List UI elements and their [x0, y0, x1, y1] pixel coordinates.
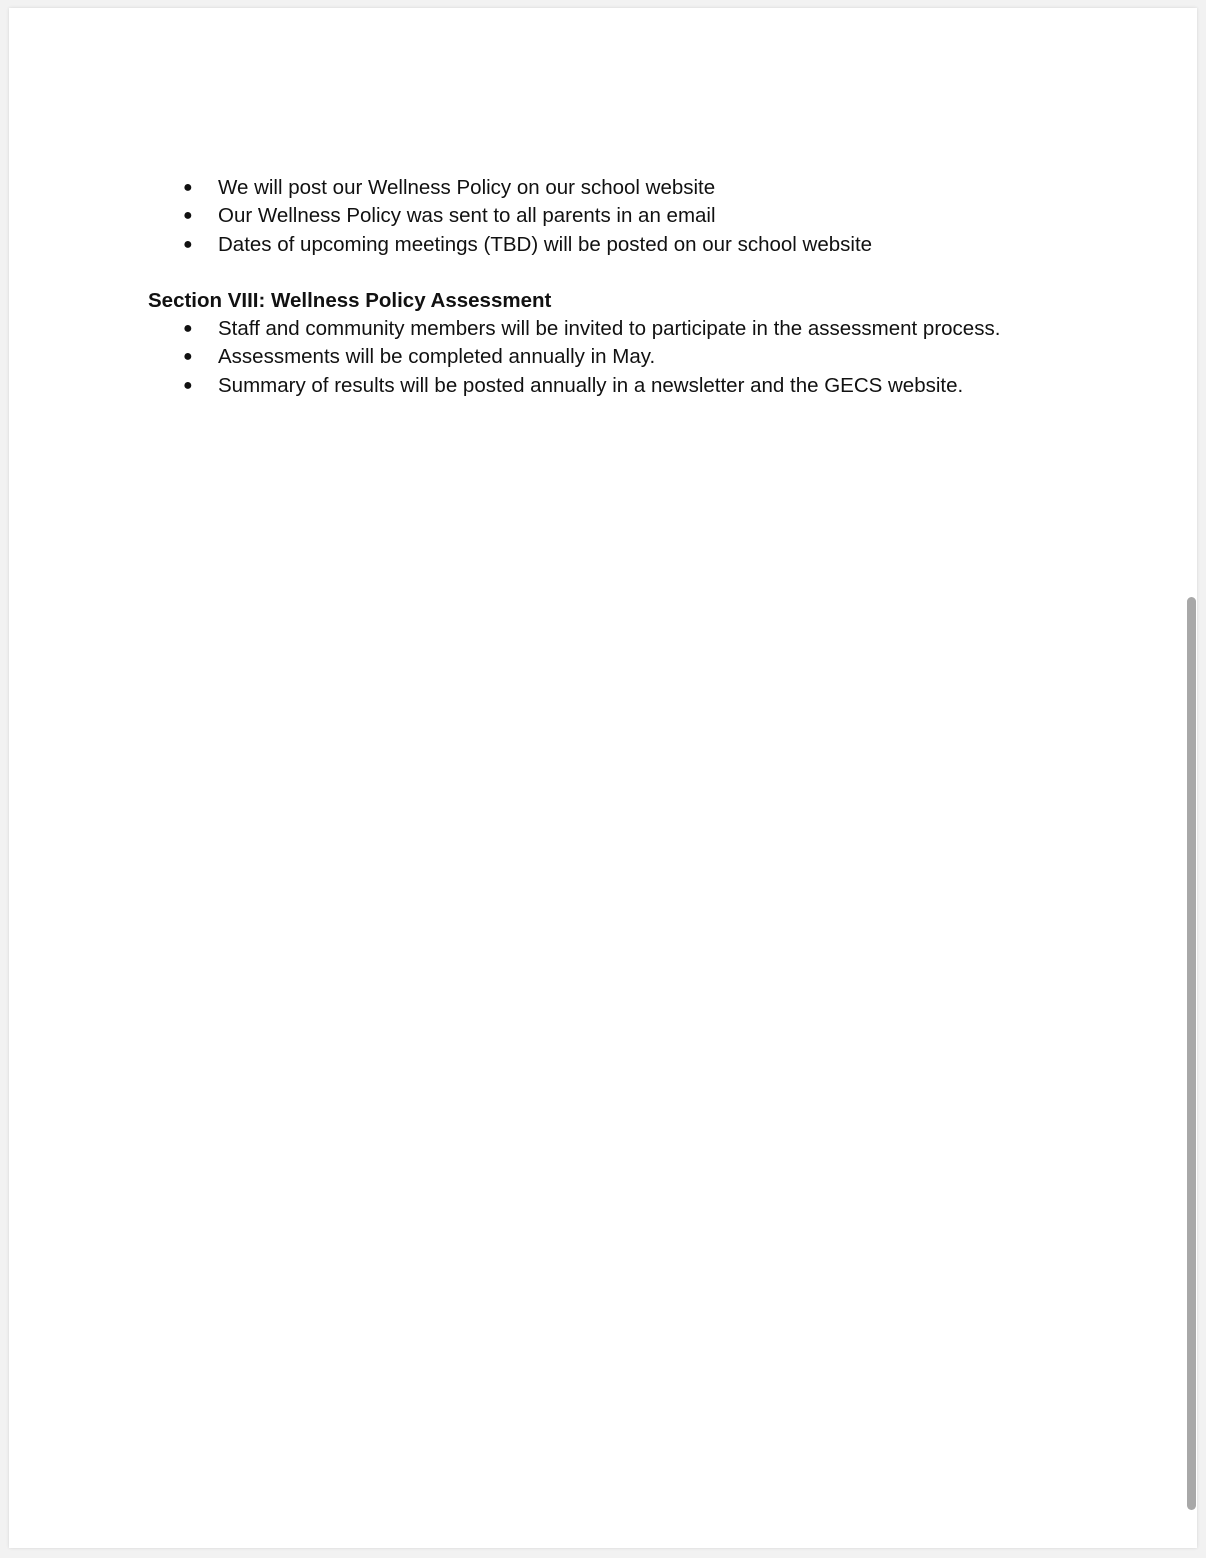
bullet-icon: ● [183, 320, 193, 338]
bullet-list-assessment [148, 315, 1108, 400]
paragraph-spacer [148, 259, 1108, 287]
list-item-text: Summary of results will be posted annually in a newsletter and the GECS website. [218, 373, 964, 397]
list-item [148, 372, 1108, 400]
list-item-text: We will post our Wellness Policy on our school website [218, 176, 716, 199]
document-page [9, 8, 1197, 1548]
list-item [148, 202, 1108, 230]
bullet-icon: ● [183, 207, 193, 225]
list-item [148, 174, 1108, 202]
list-item-text: Our Wellness Policy was sent to all parents in an email [218, 204, 716, 228]
list-item [148, 343, 1108, 371]
list-item-text: Assessments will be completed annually in May. [218, 345, 656, 369]
page-content [148, 174, 1108, 400]
list-item [148, 315, 1108, 343]
bullet-icon: ● [183, 179, 193, 196]
bullet-icon: ● [183, 235, 193, 253]
list-item [148, 231, 1108, 259]
scrollbar-thumb[interactable] [1187, 597, 1196, 1510]
bullet-icon: ● [183, 376, 193, 394]
list-item-text: Dates of upcoming meetings (TBD) will be posted on our school website [218, 232, 873, 256]
section-heading: Section VIII: Wellness Policy Assessment [148, 288, 552, 312]
list-item-text: Staff and community members will be invited to participate in the assessment process. [218, 317, 1001, 341]
bullet-icon: ● [183, 348, 193, 366]
bullet-list-communication [148, 174, 1108, 259]
